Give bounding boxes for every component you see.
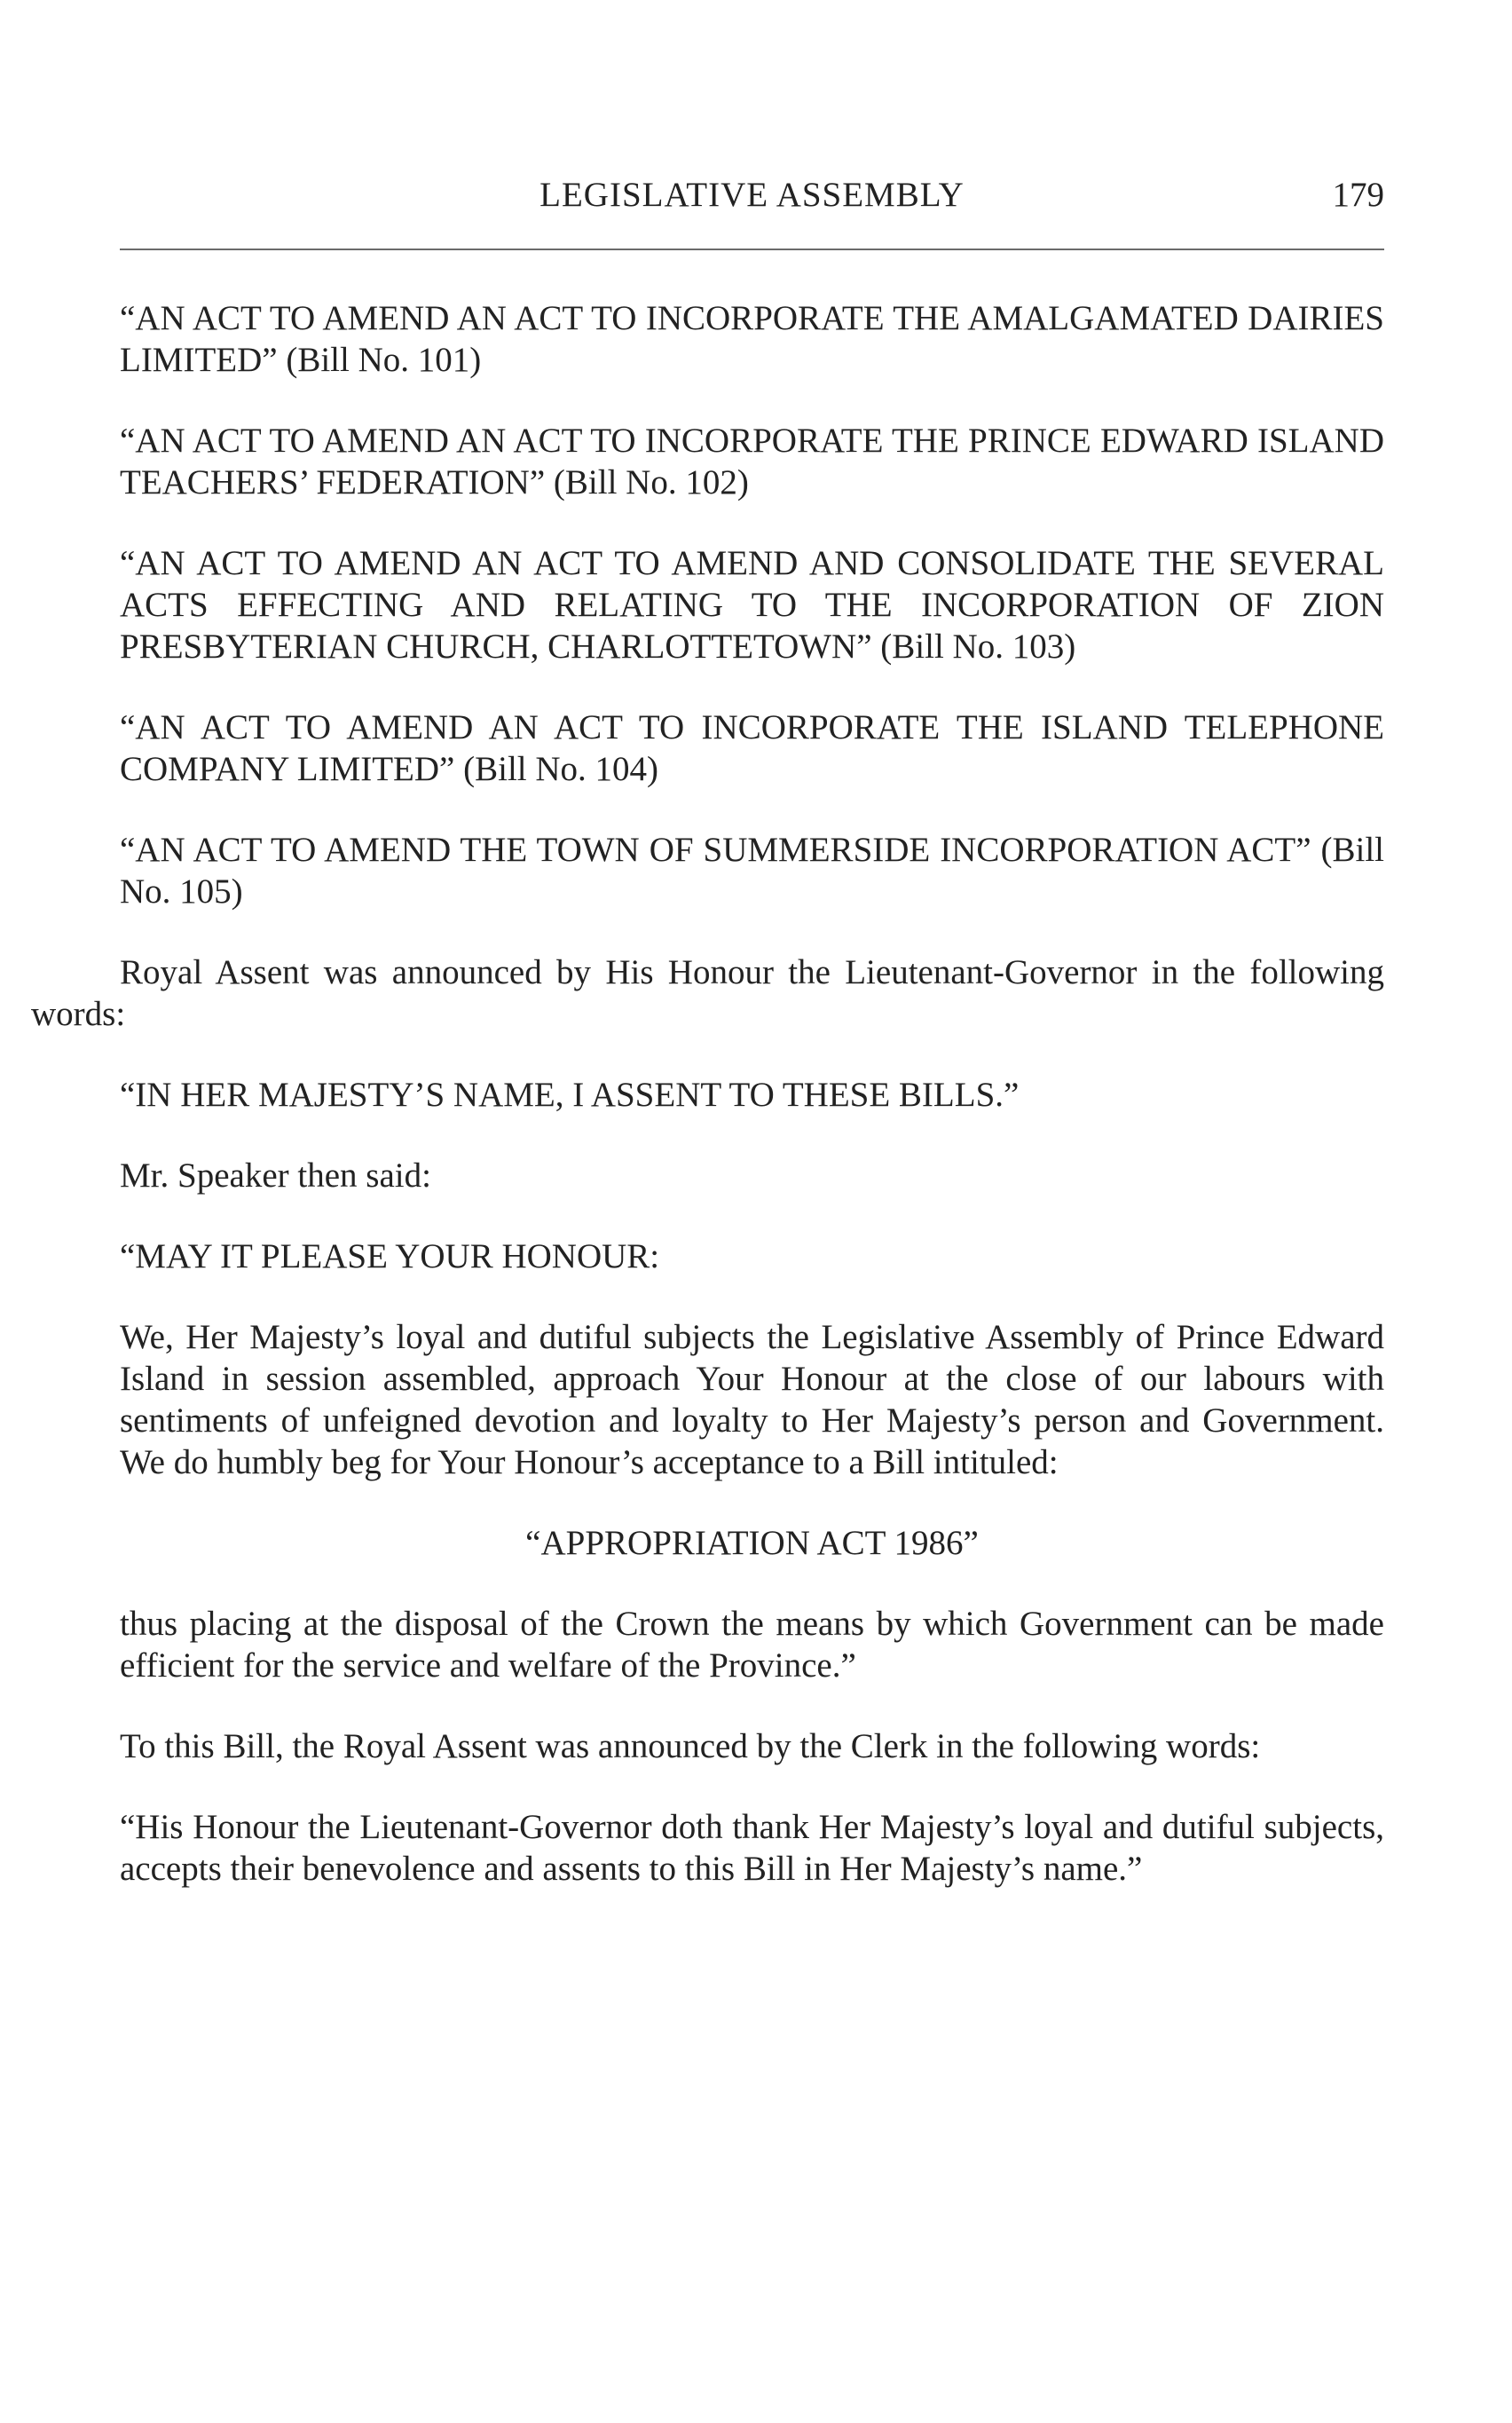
clerk-quote: “His Honour the Lieutenant-Governor doth thank Her Majesty’s loyal and dutiful subjects, accepts their benevolence and assents to this Bill in Her Majesty’s name.” xyxy=(120,1808,1384,1888)
header-rule xyxy=(120,249,1384,250)
assent-quote: “IN HER MAJESTY’S NAME, I ASSENT TO THESE BILLS.” xyxy=(120,1076,1020,1114)
royal-assent-intro: Royal Assent was announced by His Honour the Lieutenant-Governor in the following words: xyxy=(31,953,1384,1033)
page-body xyxy=(31,297,1384,1890)
appropriation-followup: thus placing at the disposal of the Crown the means by which Government can be made efficient for the service and welfare of the Province.” xyxy=(120,1605,1384,1685)
speaker-intro: Mr. Speaker then said: xyxy=(120,1156,431,1195)
bill-title-105: “AN ACT TO AMEND THE TOWN OF SUMMERSIDE INCORPORATION ACT” (Bill No. 105) xyxy=(120,831,1384,911)
running-title: LEGISLATIVE ASSEMBLY xyxy=(539,176,965,214)
bill-title-103: “AN ACT TO AMEND AN ACT TO AMEND AND CONSOLIDATE THE SEVERAL ACTS EFFECTING AND RELATING TO THE INCORPORATION OF ZION PRESBYTERIAN CHURCH, CHARLOTTETOWN” (Bill No. 103) xyxy=(120,544,1384,666)
bill-title-102: “AN ACT TO AMEND AN ACT TO INCORPORATE THE PRINCE EDWARD ISLAND TEACHERS’ FEDERATION” (Bill No. 102) xyxy=(120,422,1384,501)
page-number: 179 xyxy=(1332,176,1384,214)
clerk-intro: To this Bill, the Royal Assent was announced by the Clerk in the following words: xyxy=(120,1727,1261,1765)
bill-title-104: “AN ACT TO AMEND AN ACT TO INCORPORATE THE ISLAND TELEPHONE COMPANY LIMITED” (Bill No. 104) xyxy=(120,708,1384,788)
speaker-address: “MAY IT PLEASE YOUR HONOUR: xyxy=(120,1237,660,1275)
bill-title-101: “AN ACT TO AMEND AN ACT TO INCORPORATE THE AMALGAMATED DAIRIES LIMITED” (Bill No. 101) xyxy=(120,299,1384,379)
appropriation-act-title: “APPROPRIATION ACT 1986” xyxy=(525,1524,979,1562)
speaker-paragraph: We, Her Majesty’s loyal and dutiful subjects the Legislative Assembly of Prince Edward Island in session assembled, approach Your Honour at the close of our labours with sentiments of unfeigned devotion and loyalty to Her Majesty’s person and Government. We do humbly beg for Your Honour’s acceptance to a Bill intituled: xyxy=(120,1318,1384,1481)
page-header xyxy=(120,173,1384,217)
